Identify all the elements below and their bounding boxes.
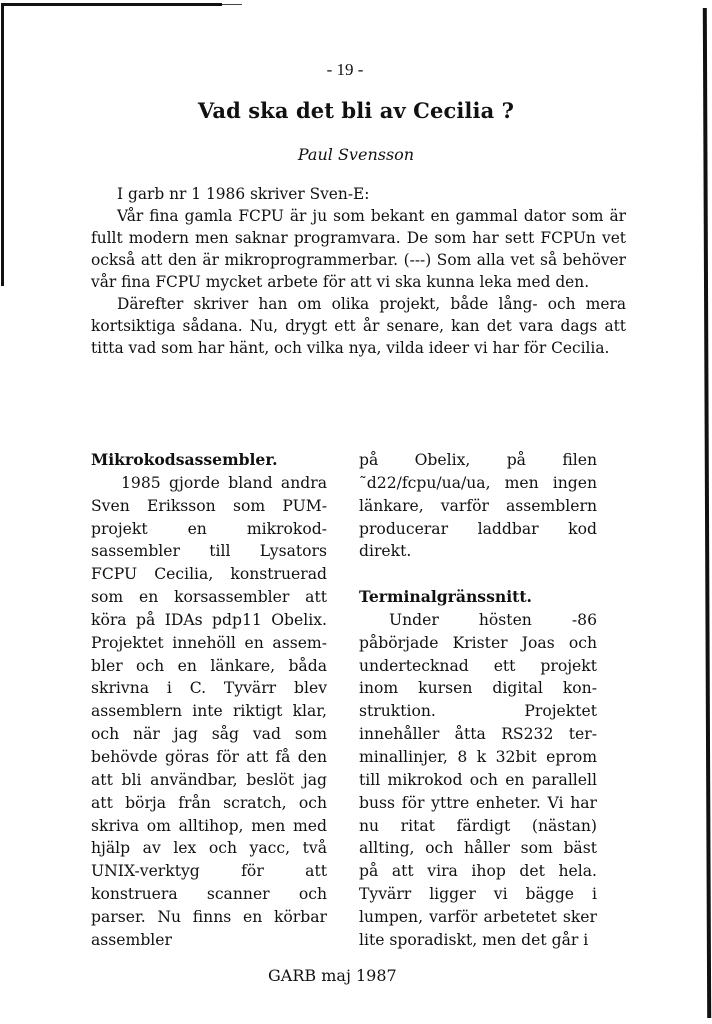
- section-body-terminalgranssnitt: Under hösten -86 påbörjade Krister Joas och undertecknad ett projekt inom kursen digital konstruktion. Projektet innehåller åtta RS232 terminallinjer, 8 k 32bit eprom till mikrokod och en parallell buss för yttre enheter. Vi har nu ritat färdigt (nästan) allting, och håller som bäst på att vira ihop det hela. Tyvärr ligger vi bägge i lumpen, varför arbetetet sker lite sporadiskt, men det går i: [359, 610, 597, 949]
- section-body-mikrokodsassembler: 1985 gjorde bland andra Sven Eriksson som PUM-projekt en mikrokodsassembler till Lysators FCPU Cecilia, konstruerad som en korsassembler att köra på IDAs pdp11 Obelix. Projektet innehöll en assembler och en länkare, båda skrivna i C. Tyvärr blev assemblern inte riktigt klar, och när jag såg vad som behövde göras för att få den att bli användbar, beslöt jag att börja från scratch, och skriva om alltihop, men med hjälp av lex och yacc, två UNIX-verktyg för att konstruera scanner och parser. Nu finns en körbar assembler: [91, 473, 327, 949]
- page-number: - 19 -: [326, 60, 364, 79]
- section-heading-mikrokodsassembler: Mikrokodsassembler.: [91, 450, 278, 469]
- scan-edge-top-fragment: [222, 4, 242, 5]
- section-heading-terminalgranssnitt: Terminalgränssnitt.: [359, 587, 532, 607]
- intro-section: [91, 183, 626, 359]
- page-footer: GARB maj 1987: [268, 966, 397, 985]
- intro-paragraph: I garb nr 1 1986 skriver Sven-E:: [117, 185, 370, 203]
- article-title: Vad ska det bli av Cecilia ?: [197, 98, 515, 123]
- scan-edge-top: [2, 3, 222, 6]
- quote-paragraph: Vår fina gamla FCPU är ju som bekant en gammal dator som är fullt modern men saknar programvara. De som har sett FCPUn vet också att den är mikroprogrammerbar. (---) Som alla vet så behöver vår fina FCPU mycket arbete för att vi ska kunna leka med den.: [91, 207, 626, 291]
- section-body-continuation: på Obelix, på filen ˜d22/fcpu/ua/ua, men ingen länkare, varför assemblern producerar laddbar kod direkt.: [359, 451, 597, 561]
- right-column: [359, 449, 597, 952]
- article-author: Paul Svensson: [297, 145, 415, 164]
- intro-paragraph: Därefter skriver han om olika projekt, både lång- och mera kortsiktiga sådana. Nu, drygt ett år senare, kan det vara dags att titta vad som har hänt, och vilka nya, vilda ideer vi har för Cecilia.: [91, 295, 626, 357]
- left-column: [91, 449, 327, 952]
- section-spacer: [359, 563, 597, 586]
